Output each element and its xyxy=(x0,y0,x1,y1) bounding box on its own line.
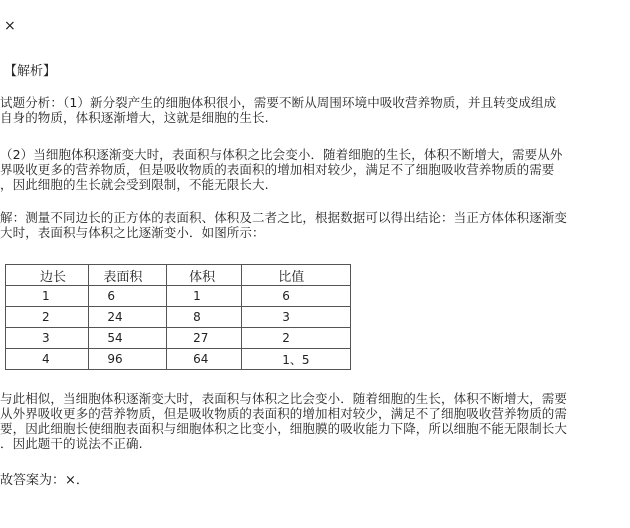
table-cell: 6 xyxy=(242,286,351,307)
table-cell: 2 xyxy=(6,307,89,328)
table-cell: 3 xyxy=(6,328,89,349)
close-icon[interactable]: × xyxy=(4,18,16,34)
header-surface-area: 表面积 xyxy=(89,265,167,286)
header-side-length: 边长 xyxy=(6,265,89,286)
table-cell: 4 xyxy=(6,349,89,370)
conclusion-line-4: ．因此题干的说法不正确. xyxy=(0,436,143,451)
table-cell: 1、5 xyxy=(242,349,351,370)
analysis-paragraph-2-line-1: （2）当细胞体积逐渐变大时，表面积与体积之比会变小．随着细胞的生长，体积不断增大，需要从外 xyxy=(0,147,563,162)
conclusion-line-1: 与此相似，当细胞体积逐渐变大时，表面积与体积之比会变小．随着细胞的生长，体积不断增大，需要 xyxy=(0,391,568,406)
table-cell: 6 xyxy=(89,286,167,307)
header-volume: 体积 xyxy=(167,265,242,286)
table-row xyxy=(6,307,351,328)
table-cell: 24 xyxy=(89,307,167,328)
solution-line-2: 大时，表面积与体积之比逐渐变小．如图所示： xyxy=(0,225,265,240)
conclusion-line-2: 从外界吸收更多的营养物质，但是吸收物质的表面积的增加相对较少，满足不了细胞吸收营养物质的需 xyxy=(0,406,568,421)
answer-text: 故答案为：×． xyxy=(0,473,89,488)
conclusion-line-3: 要，因此细胞长使细胞表面积与细胞体积之比变小，细胞膜的吸收能力下降，所以细胞不能无限制长大 xyxy=(0,421,568,436)
analysis-paragraph-1-line-1: 试题分析：（1）新分裂产生的细胞体积很小，需要不断从周围环境中吸收营养物质，并且转变成组成 xyxy=(0,95,557,110)
table-cell: 54 xyxy=(89,328,167,349)
solution-line-1: 解：测量不同边长的正方体的表面积、体积及二者之比，根据数据可以得出结论：当正方体体积逐渐变 xyxy=(0,210,568,225)
table-row xyxy=(6,328,351,349)
table-cell: 1 xyxy=(167,286,242,307)
analysis-paragraph-2-line-2: 界吸收更多的营养物质，但是吸收物质的表面积的增加相对较少，满足不了细胞吸收营养物质的需要 xyxy=(0,162,555,177)
cube-ratio-table xyxy=(5,264,351,370)
table-cell: 1 xyxy=(6,286,89,307)
section-heading: 【解析】 xyxy=(4,64,57,79)
table-row xyxy=(6,286,351,307)
table-cell: 2 xyxy=(242,328,351,349)
table-cell: 96 xyxy=(89,349,167,370)
analysis-paragraph-1-line-2: 自身的物质，体积逐渐增大，这就是细胞的生长. xyxy=(0,110,269,125)
table-row xyxy=(6,349,351,370)
analysis-paragraph-2-line-3: ，因此细胞的生长就会受到限制，不能无限长大. xyxy=(0,177,269,192)
table-cell: 8 xyxy=(167,307,242,328)
table-cell: 27 xyxy=(167,328,242,349)
table-cell: 3 xyxy=(242,307,351,328)
header-ratio: 比值 xyxy=(242,265,351,286)
table-header-row xyxy=(6,265,351,286)
table-cell: 64 xyxy=(167,349,242,370)
